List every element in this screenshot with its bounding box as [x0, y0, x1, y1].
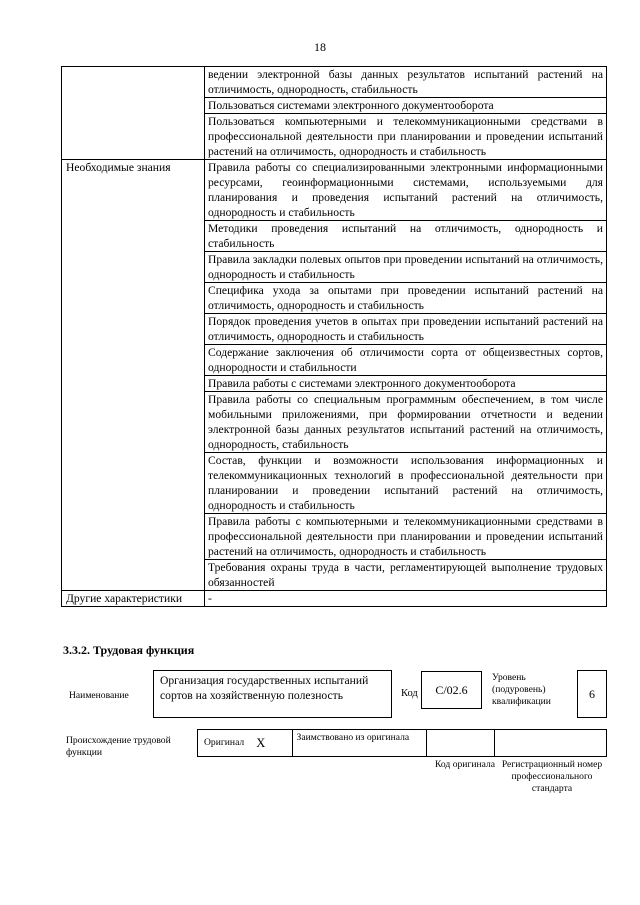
row-item: Пользоваться компьютерными и телекоммуникационными средствами в профессиональной деятельности при планировании и проведении испытаний растений на отличимость, однородность и стабильность — [205, 114, 607, 160]
original-cell — [198, 730, 293, 756]
section-heading: 3.3.2. Трудовая функция — [63, 643, 195, 657]
table-row — [62, 160, 607, 221]
requirements-table — [61, 66, 607, 607]
origin-label: Происхождение трудовой функции — [66, 735, 171, 758]
row-item: Правила закладки полевых опытов при проведении испытаний на отличимость, однородность и стабильность — [205, 252, 607, 283]
qualification-level-label: Уровень (подуровень) квалификации — [492, 672, 551, 707]
original-code-cell — [427, 730, 495, 756]
function-code-value: C/02.6 — [421, 671, 482, 709]
row-item: Специфика ухода за опытами при проведении испытаний растений на отличимость, однородность и стабильность — [205, 283, 607, 314]
row-item: Пользоваться системами электронного документооборота — [205, 98, 607, 114]
original-code-caption: Код оригинала — [434, 759, 496, 770]
row-item: ведении электронной базы данных результатов испытаний растений на отличимость, однородность, стабильность — [205, 67, 607, 98]
registration-number-cell — [495, 730, 606, 756]
borrowed-cell: Заимствовано из оригинала — [293, 730, 427, 756]
row-item: Правила работы с системами электронного документооборота — [205, 376, 607, 392]
row-item: - — [205, 591, 607, 607]
row-item: Правила работы с компьютерными и телекоммуникационными средствами в профессиональной деятельности при планировании и проведении испытаний растений на отличимость, однородность и стабильность — [205, 514, 607, 560]
table-row — [62, 67, 607, 98]
row-label: Необходимые знания — [62, 160, 205, 591]
original-label: Оригинал — [204, 737, 245, 748]
page-number: 18 — [314, 40, 326, 54]
row-label — [62, 67, 205, 160]
row-item: Правила работы со специализированными электронными информационными ресурсами, геоинформационными системами, используемыми для планирования и проведения испытаний растений на отличимость, однородность и стабильность — [205, 160, 607, 221]
origin-row — [197, 729, 607, 757]
registration-number-caption: Регистрационный номер профессионального стандарта — [501, 759, 603, 794]
name-label: Наименование — [69, 690, 129, 701]
function-name-value: Организация государственных испытаний сортов на хозяйственную полезность — [153, 670, 392, 718]
row-item: Содержание заключения об отличимости сорта от общеизвестных сортов, однородности и стабильности — [205, 345, 607, 376]
table-row — [62, 591, 607, 607]
row-item: Порядок проведения учетов в опытах при проведении испытаний растений на отличимость, однородность и стабильность — [205, 314, 607, 345]
qualification-level-value: 6 — [577, 670, 607, 718]
row-item: Состав, функции и возможности использования информационных и телекоммуникационных технологий в профессиональной деятельности при планировании и проведении испытаний растений на отличимость, однородность и стабильность — [205, 453, 607, 514]
row-item: Правила работы со специальным программным обеспечением, в том числе мобильными приложениями, при формировании отчетности и ведении электронной базы данных результатов испытаний растений на отличимость, однородность, стабильность — [205, 392, 607, 453]
original-mark: X — [256, 735, 266, 750]
row-item: Требования охраны труда в части, регламентирующей выполнение трудовых обязанностей — [205, 560, 607, 591]
row-item: Методики проведения испытаний на отличимость, однородность и стабильность — [205, 221, 607, 252]
code-label: Код — [401, 688, 418, 699]
row-label: Другие характеристики — [62, 591, 205, 607]
